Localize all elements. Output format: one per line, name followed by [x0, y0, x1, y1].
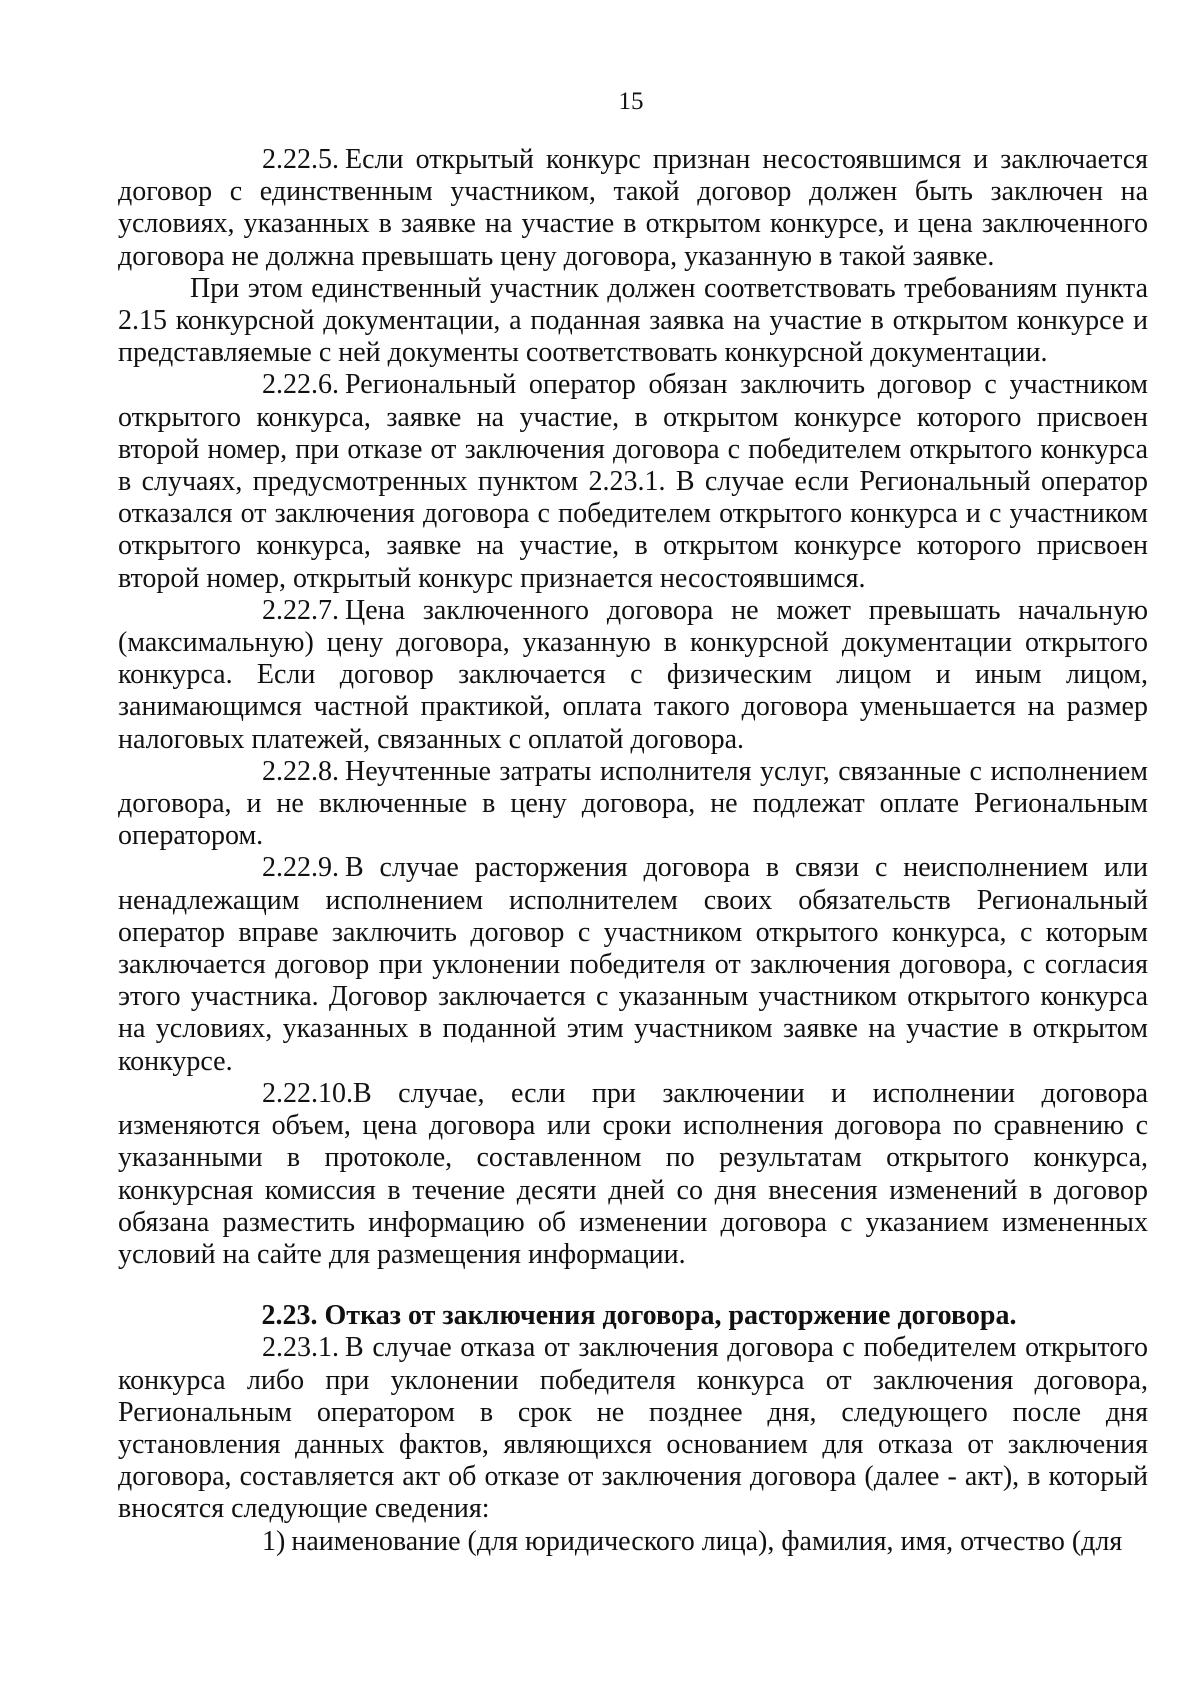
clause-number: 2.23.1.: [262, 1332, 339, 1364]
paragraph-text: В случае отказа от заключения договора с победителем открытого конкурса либо при уклонении победителя конкурса от заключения договора, Региональным оператором в срок не позднее дня, следующего после дня установления данных фактов, являющихся основанием для отказа от заключения договора, составляется акт об отказе от заключения договора (далее - акт), в который вносятся следующие сведения:: [118, 1332, 1148, 1525]
clause-number: 2.22.7.: [262, 594, 339, 626]
paragraph-2-22-7: [118, 595, 1148, 756]
clause-number: 2.22.8.: [262, 755, 339, 787]
paragraph-text: При этом единственный участник должен соответствовать требованиям пункта 2.15 конкурсной документации, а поданная заявка на участие в открытом конкурсе и представляемые с ней документы соответствовать конкурсной документации.: [118, 272, 1148, 369]
paragraph-2-22-9: [118, 852, 1148, 1077]
document-body: [118, 144, 1148, 1558]
paragraph-2-22-8: [118, 756, 1148, 853]
paragraph-2-22-6: [118, 369, 1148, 594]
paragraph-text: Если открытый конкурс признан несостоявшимся и заключается договор с единственным участником, такой договор должен быть заключен на условиях, указанных в заявке на участие в открытом конкурсе, и цена заключенного договора не должна превышать цену договора, указанную в такой заявке.: [118, 144, 1148, 272]
paragraph-text: В случае, если при заключении и исполнении договора изменяются объем, цена договора или сроки исполнения договора по сравнению с указанными в протоколе, составленном по результатам открытого конкурса, конкурсная комиссия в течение десяти дней со дня внесения изменений в договор обязана разместить информацию об изменении договора с указанием измененных условий на сайте для размещения информации.: [118, 1077, 1148, 1270]
paragraph-2-22-10: [118, 1078, 1148, 1271]
paragraph-text: Региональный оператор обязан заключить договор с участником открытого конкурса, заявке на участие, в открытом конкурсе которого присвоен второй номер, при отказе от заключения договора с победителем открытого конкурса в случаях, предусмотренных пунктом 2.23.1. В случае если Региональный оператор отказался от заключения договора с победителем открытого конкурса и с участником открытого конкурса, заявке на участие, в открытом конкурсе которого присвоен второй номер, открытый конкурс признается несостоявшимся.: [118, 369, 1148, 594]
paragraph-text: Цена заключенного договора не может превышать начальную (максимальную) цену договора, указанную в конкурсной документации открытого конкурса. Если договор заключается с физическим лицом и иным лицом, занимающимся частной практикой, оплата такого договора уменьшается на размер налоговых платежей, связанных с оплатой договора.: [118, 594, 1148, 755]
clause-number: 2.22.6.: [262, 369, 339, 401]
paragraph-text: наименование (для юридического лица), фамилия, имя, отчество (для: [291, 1525, 1123, 1557]
paragraph-2-23-1: [118, 1332, 1148, 1525]
section-heading: 2.23. Отказ от заключения договора, расторжение договора.: [261, 1300, 1017, 1332]
clause-number: 2.22.9.: [262, 852, 339, 884]
clause-number: 2.22.5.: [262, 144, 339, 175]
clause-number: 2.22.10.: [262, 1077, 353, 1109]
paragraph-single-participant: [118, 273, 1148, 370]
paragraph-text: В случае расторжения договора в связи с неисполнением или ненадлежащим исполнением исполнителем своих обязательств Региональный оператор вправе заключить договор с участником открытого конкурса, с которым заключается договор при уклонении победителя от заключения договора, с согласия этого участника. Договор заключается с указанным участником открытого конкурса на условиях, указанных в поданной этим участником заявке на участие в открытом конкурсе.: [118, 852, 1148, 1077]
list-item-number: 1): [262, 1525, 286, 1557]
page-number: 15: [618, 88, 644, 115]
list-item-1: [118, 1526, 1148, 1558]
paragraph-text: Неучтенные затраты исполнителя услуг, связанные с исполнением договора, и не включенные в цену договора, не подлежат оплате Региональным оператором.: [118, 755, 1148, 852]
paragraph-2-22-5: [118, 144, 1148, 273]
